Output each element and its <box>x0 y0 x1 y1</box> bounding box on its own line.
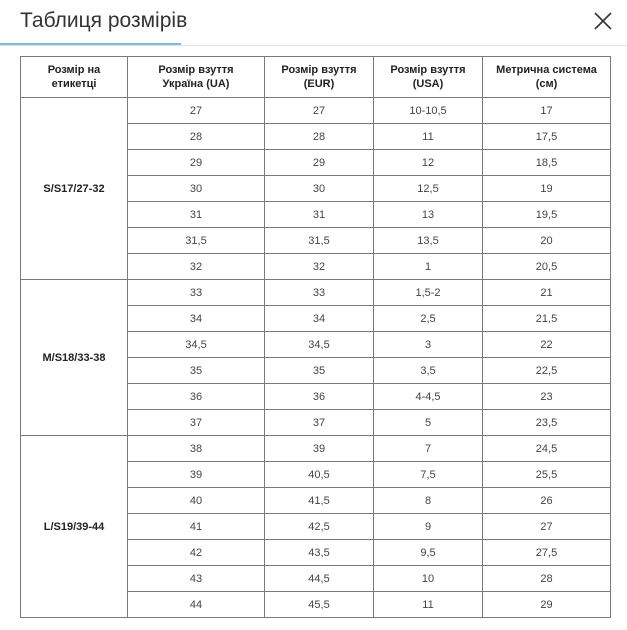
size-label-cell: M/S18/33-38 <box>21 280 128 436</box>
close-icon <box>591 9 615 33</box>
column-header-text: (см) <box>535 78 558 90</box>
table-body <box>21 98 611 618</box>
table-cell: 25,5 <box>483 462 611 488</box>
table-cell: 24,5 <box>483 436 611 462</box>
table-row <box>21 436 611 462</box>
table-cell: 30 <box>265 176 374 202</box>
table-cell: 41,5 <box>265 488 374 514</box>
table-cell: 21 <box>483 280 611 306</box>
table-cell: 42 <box>128 540 265 566</box>
table-row <box>21 98 611 124</box>
table-cell: 32 <box>128 254 265 280</box>
table-cell: 4-4,5 <box>374 384 483 410</box>
table-cell: 44 <box>128 592 265 618</box>
table-cell: 31,5 <box>128 228 265 254</box>
table-cell: 35 <box>265 358 374 384</box>
table-cell: 12 <box>374 150 483 176</box>
table-cell: 26 <box>483 488 611 514</box>
table-cell: 43,5 <box>265 540 374 566</box>
table-cell: 1 <box>374 254 483 280</box>
table-cell: 17 <box>483 98 611 124</box>
table-cell: 29 <box>128 150 265 176</box>
table-cell: 12,5 <box>374 176 483 202</box>
table-cell: 28 <box>265 124 374 150</box>
table-cell: 41 <box>128 514 265 540</box>
table-cell: 28 <box>483 566 611 592</box>
table-cell: 31,5 <box>265 228 374 254</box>
table-cell: 3 <box>374 332 483 358</box>
table-cell: 23 <box>483 384 611 410</box>
table-cell: 7,5 <box>374 462 483 488</box>
table-cell: 33 <box>265 280 374 306</box>
table-cell: 27,5 <box>483 540 611 566</box>
table-cell: 27 <box>483 514 611 540</box>
table-cell: 23,5 <box>483 410 611 436</box>
table-cell: 40 <box>128 488 265 514</box>
table-cell: 37 <box>265 410 374 436</box>
column-header-text: Розмір взуття <box>281 64 357 76</box>
table-cell: 2,5 <box>374 306 483 332</box>
table-cell: 20,5 <box>483 254 611 280</box>
table-cell: 7 <box>374 436 483 462</box>
table-cell: 18,5 <box>483 150 611 176</box>
size-label-cell: S/S17/27-32 <box>21 98 128 280</box>
column-header-text: Розмір взуття <box>158 64 234 76</box>
column-header-text: Метрична система <box>496 64 597 76</box>
table-cell: 32 <box>265 254 374 280</box>
table-cell: 38 <box>128 436 265 462</box>
table-cell: 44,5 <box>265 566 374 592</box>
table-cell: 36 <box>265 384 374 410</box>
table-cell: 22 <box>483 332 611 358</box>
table-cell: 29 <box>483 592 611 618</box>
table-cell: 11 <box>374 124 483 150</box>
title-underline <box>0 43 181 45</box>
table-cell: 19,5 <box>483 202 611 228</box>
table-cell: 39 <box>265 436 374 462</box>
table-row <box>21 280 611 306</box>
column-header-text: Розмір на <box>47 64 101 76</box>
table-cell: 42,5 <box>265 514 374 540</box>
column-header-text: (EUR) <box>303 78 335 90</box>
table-cell: 21,5 <box>483 306 611 332</box>
table-cell: 11 <box>374 592 483 618</box>
table-cell: 20 <box>483 228 611 254</box>
table-cell: 43 <box>128 566 265 592</box>
table-cell: 28 <box>128 124 265 150</box>
table-cell: 10 <box>374 566 483 592</box>
table-cell: 10-10,5 <box>374 98 483 124</box>
column-header-text: Розмір взуття <box>390 64 466 76</box>
table-cell: 1,5-2 <box>374 280 483 306</box>
table-cell: 29 <box>265 150 374 176</box>
table-cell: 3,5 <box>374 358 483 384</box>
table-cell: 34,5 <box>265 332 374 358</box>
close-button[interactable] <box>591 9 615 33</box>
table-header-row <box>21 57 611 98</box>
table-cell: 39 <box>128 462 265 488</box>
column-header <box>21 57 128 98</box>
table-cell: 9 <box>374 514 483 540</box>
table-cell: 17,5 <box>483 124 611 150</box>
table-cell: 34,5 <box>128 332 265 358</box>
table-cell: 27 <box>265 98 374 124</box>
table-cell: 33 <box>128 280 265 306</box>
table-cell: 31 <box>128 202 265 228</box>
column-header <box>128 57 265 98</box>
table-cell: 40,5 <box>265 462 374 488</box>
table-cell: 34 <box>128 306 265 332</box>
table-cell: 22,5 <box>483 358 611 384</box>
table-cell: 34 <box>265 306 374 332</box>
column-header-text: (USA) <box>412 78 444 90</box>
table-cell: 19 <box>483 176 611 202</box>
column-header-text: Україна (UA) <box>162 78 230 90</box>
column-header <box>265 57 374 98</box>
table-cell: 45,5 <box>265 592 374 618</box>
table-cell: 27 <box>128 98 265 124</box>
dialog-title: Таблиця розмірів <box>20 9 188 32</box>
table-cell: 8 <box>374 488 483 514</box>
table-cell: 13 <box>374 202 483 228</box>
column-header <box>374 57 483 98</box>
table-cell: 31 <box>265 202 374 228</box>
column-header <box>483 57 611 98</box>
table-cell: 9,5 <box>374 540 483 566</box>
table-cell: 36 <box>128 384 265 410</box>
table-cell: 35 <box>128 358 265 384</box>
table-cell: 30 <box>128 176 265 202</box>
table-cell: 5 <box>374 410 483 436</box>
column-header-text: етикетці <box>51 78 97 90</box>
table-cell: 37 <box>128 410 265 436</box>
size-label-cell: L/S19/39-44 <box>21 436 128 618</box>
dialog-header <box>0 0 627 46</box>
size-table <box>20 56 611 618</box>
table-cell: 13,5 <box>374 228 483 254</box>
